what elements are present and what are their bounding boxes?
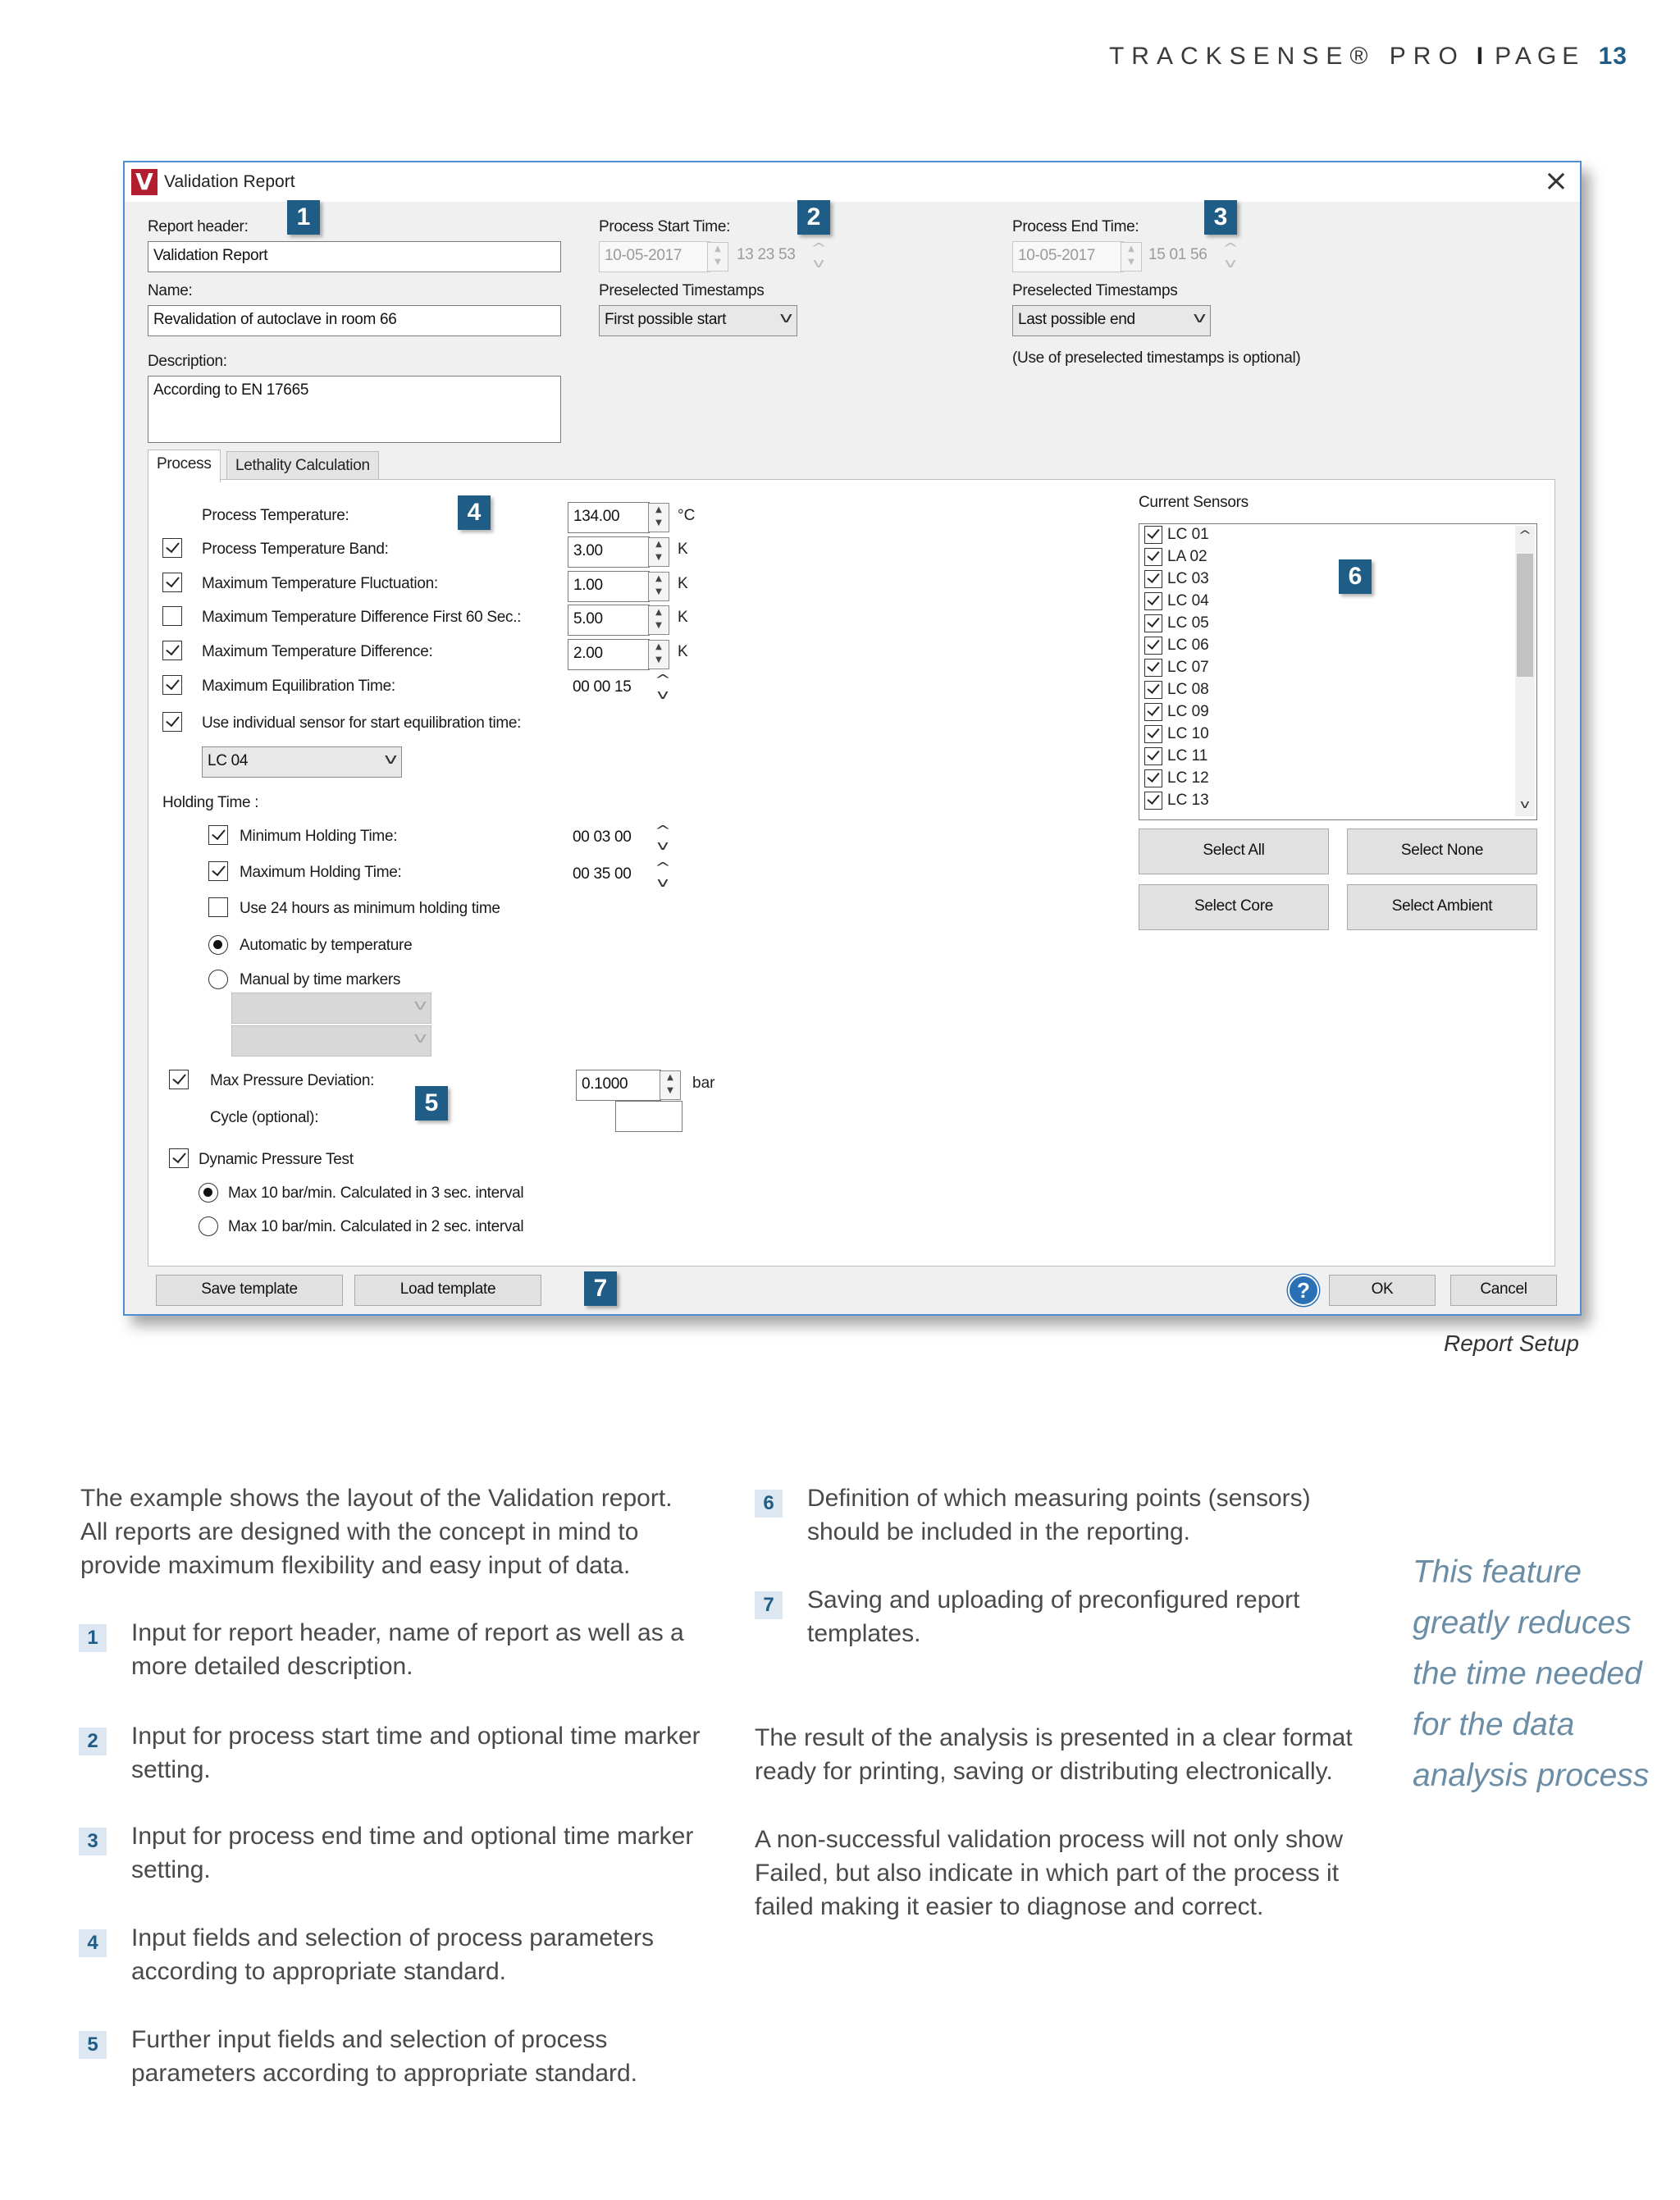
window-title: Validation Report: [164, 172, 295, 191]
select-ambient-button[interactable]: Select Ambient: [1347, 884, 1537, 930]
name-input[interactable]: Revalidation of autoclave in room 66: [148, 305, 561, 336]
list-item: Saving and uploading of preconfigured report templates.: [807, 1586, 1300, 1647]
min-holding-spinner-icon[interactable]: ^ v: [654, 823, 672, 853]
equilibration-label: Maximum Equilibration Time:: [202, 678, 395, 695]
start-time-input[interactable]: 13 23 53: [732, 241, 806, 272]
dynamic-pressure-label: Dynamic Pressure Test: [199, 1151, 354, 1168]
optional-note: (Use of preselected timestamps is optional): [1012, 349, 1301, 367]
page-header: [1109, 43, 1628, 71]
process-temperature-unit: °C: [678, 507, 696, 524]
preselected-end-label: Preselected Timestamps: [1012, 282, 1178, 299]
description-input[interactable]: According to EN 17665: [148, 376, 561, 443]
preselected-start-label: Preselected Timestamps: [599, 282, 765, 299]
sensor-item[interactable]: [1144, 792, 1209, 814]
badge-7: 7: [584, 1271, 617, 1306]
chevron-down-icon: v: [384, 751, 397, 768]
pressure-deviation-label: Max Pressure Deviation:: [210, 1072, 375, 1089]
report-header-label: Report header:: [148, 218, 249, 235]
end-time-spinner-icon[interactable]: ^ v: [1221, 240, 1239, 271]
checkbox-icon[interactable]: [1144, 570, 1162, 588]
equilibration-checkbox[interactable]: [162, 675, 182, 695]
badge-3: 3: [1204, 200, 1237, 235]
sensor-item[interactable]: [1144, 548, 1208, 570]
use-24h-label: Use 24 hours as minimum holding time: [240, 900, 500, 917]
temperature-band-checkbox[interactable]: [162, 538, 182, 558]
report-header-input[interactable]: Validation Report: [148, 241, 561, 272]
use-24h-checkbox[interactable]: [208, 897, 228, 917]
max-diff-checkbox[interactable]: [162, 641, 182, 660]
chevron-down-icon: v: [413, 997, 427, 1014]
cycle-label: Cycle (optional):: [210, 1109, 319, 1126]
end-time-input[interactable]: 15 01 56: [1144, 241, 1217, 272]
max-diff-60-spinner[interactable]: ▲ ▼: [648, 605, 669, 635]
list-item: Definition of which measuring points (sensors) should be included in the reporting.: [807, 1485, 1311, 1545]
manual-time-markers-radio[interactable]: [208, 970, 228, 989]
sensor-item[interactable]: [1144, 703, 1209, 725]
validation-report-dialog: [123, 161, 1582, 1316]
select-all-button[interactable]: Select All: [1139, 828, 1329, 874]
checkbox-icon[interactable]: [1144, 703, 1162, 721]
badge-2: 2: [797, 200, 830, 235]
list-item: Input fields and selection of process parameters according to appropriate standard.: [131, 1924, 655, 1985]
temperature-band-unit: K: [678, 541, 688, 558]
badge-1: 1: [287, 200, 320, 235]
preselected-end-select[interactable]: [1012, 305, 1211, 336]
save-template-button[interactable]: Save template: [156, 1275, 343, 1306]
badge-6: 6: [1339, 559, 1372, 594]
automatic-temperature-radio[interactable]: [208, 935, 228, 955]
individual-sensor-select[interactable]: [202, 746, 402, 778]
ok-button[interactable]: OK: [1329, 1275, 1436, 1306]
max-fluctuation-input[interactable]: 1.00: [568, 571, 650, 602]
chevron-down-icon: v: [1193, 309, 1206, 326]
max-holding-input[interactable]: 00 35 00: [568, 860, 650, 892]
sensor-name: LC 13: [1167, 792, 1209, 809]
list-item: Input for process start time and optional time marker setting.: [131, 1723, 701, 1783]
max-diff-spinner[interactable]: ▲ ▼: [648, 640, 669, 669]
individual-sensor-label: Use individual sensor for start equilibration time:: [202, 714, 522, 732]
brand-name: TRACKSENSE® PRO: [1108, 43, 1465, 70]
cycle-input[interactable]: [615, 1101, 682, 1132]
title-bar: [125, 162, 1580, 202]
tab-lethality-calculation[interactable]: Lethality Calculation: [226, 451, 379, 481]
max-diff-unit: K: [678, 643, 688, 660]
checkbox-icon[interactable]: [1144, 526, 1162, 544]
badge-5: 5: [415, 1086, 448, 1121]
holding-time-label: Holding Time :: [162, 794, 259, 811]
sensor-name: LC 04: [1167, 592, 1209, 609]
select-none-button[interactable]: Select None: [1347, 828, 1537, 874]
pull-quote: This feature greatly reduces the time needed for the data analysis process: [1413, 1554, 1650, 1793]
start-time-spinner-icon[interactable]: ^ v: [810, 240, 828, 271]
sensor-item[interactable]: [1144, 769, 1209, 792]
dynamic-3sec-label: Max 10 bar/min. Calculated in 3 sec. interval: [228, 1184, 524, 1202]
result-paragraph: The result of the analysis is presented in a clear format ready for printing, saving or distributing electronically.: [755, 1724, 1353, 1785]
page-label: PAGE: [1495, 43, 1585, 70]
chevron-down-icon: v: [779, 309, 792, 326]
sensor-scrollbar[interactable]: [1515, 526, 1535, 816]
list-item: Input for report header, name of report as well as a more detailed description.: [131, 1619, 684, 1680]
pressure-deviation-input[interactable]: 0.1000: [576, 1070, 661, 1101]
sensor-item[interactable]: [1144, 526, 1209, 548]
dynamic-2sec-label: Max 10 bar/min. Calculated in 2 sec. interval: [228, 1218, 524, 1235]
max-diff-60-unit: K: [678, 609, 688, 626]
sensor-list: [1139, 523, 1537, 820]
sensor-name: LC 05: [1167, 614, 1209, 632]
checkbox-icon[interactable]: [1144, 792, 1162, 810]
sensor-name: LA 02: [1167, 548, 1208, 565]
sensor-name: LC 01: [1167, 526, 1209, 543]
number-badge-5: 5: [79, 2031, 107, 2059]
close-icon[interactable]: ×: [1543, 164, 1568, 198]
end-time-label: Process End Time:: [1012, 218, 1139, 235]
checkbox-icon[interactable]: [1144, 548, 1162, 566]
chevron-down-icon[interactable]: v: [1520, 798, 1530, 811]
failure-paragraph: A non-successful validation process will not only show Failed, but also indicate in which part of the process it failed making it easier to diagnose and correct.: [755, 1826, 1344, 1920]
automatic-temperature-label: Automatic by temperature: [240, 937, 413, 954]
checkbox-icon[interactable]: [1144, 592, 1162, 610]
pressure-deviation-unit: bar: [692, 1075, 715, 1092]
checkbox-icon[interactable]: [1144, 725, 1162, 743]
process-temperature-spinner[interactable]: ▲ ▼: [648, 503, 669, 532]
sensor-name: LC 10: [1167, 725, 1209, 742]
header-separator: I: [1476, 43, 1484, 70]
min-holding-checkbox[interactable]: [208, 825, 228, 845]
temperature-band-input[interactable]: 3.00: [568, 536, 650, 568]
preselected-end-value: Last possible end: [1018, 311, 1135, 328]
pressure-deviation-spinner[interactable]: ▲ ▼: [660, 1070, 681, 1100]
sensor-item[interactable]: [1144, 637, 1209, 659]
badge-4: 4: [458, 495, 491, 530]
cancel-button[interactable]: Cancel: [1450, 1275, 1557, 1306]
equilibration-spinner-icon[interactable]: ^ v: [654, 672, 672, 702]
start-time-label: Process Start Time:: [599, 218, 731, 235]
min-holding-input[interactable]: 00 03 00: [568, 824, 650, 855]
sensor-item[interactable]: [1144, 570, 1209, 592]
dynamic-pressure-checkbox[interactable]: [169, 1148, 189, 1168]
max-diff-60-input[interactable]: 5.00: [568, 605, 650, 636]
intro-paragraph: The example shows the layout of the Validation report. All reports are designed with the concept in mind to provide maximum flexibility and easy input of data.: [80, 1485, 673, 1579]
start-marker-select[interactable]: [231, 993, 431, 1024]
individual-sensor-checkbox[interactable]: [162, 712, 182, 732]
max-holding-label: Maximum Holding Time:: [240, 864, 402, 881]
sensor-name: LC 07: [1167, 659, 1209, 676]
number-badge-7: 7: [755, 1591, 783, 1619]
figure-caption: Report Setup: [1444, 1330, 1579, 1356]
number-badge-4: 4: [79, 1929, 107, 1957]
sensor-name: LC 11: [1167, 747, 1208, 765]
max-holding-spinner-icon[interactable]: ^ v: [654, 860, 672, 890]
checkbox-icon[interactable]: [1144, 681, 1162, 699]
end-date-input[interactable]: 10-05-2017: [1012, 241, 1124, 272]
equilibration-input[interactable]: 00 00 15: [568, 673, 650, 705]
chevron-down-icon: v: [413, 1029, 427, 1047]
checkbox-icon[interactable]: [1144, 637, 1162, 655]
max-diff-input[interactable]: 2.00: [568, 639, 650, 670]
checkbox-icon[interactable]: [1144, 747, 1162, 765]
sensor-name: LC 06: [1167, 637, 1209, 654]
checkbox-icon[interactable]: [1144, 769, 1162, 787]
max-diff-60-checkbox[interactable]: [162, 606, 182, 626]
manual-time-markers-label: Manual by time markers: [240, 971, 401, 988]
process-temperature-input[interactable]: 134.00: [568, 502, 650, 533]
sensor-item[interactable]: [1144, 747, 1208, 769]
preselected-start-value: First possible start: [605, 311, 727, 328]
checkbox-icon[interactable]: [1144, 614, 1162, 632]
max-holding-checkbox[interactable]: [208, 861, 228, 881]
sensor-name: LC 09: [1167, 703, 1209, 720]
sensor-item[interactable]: [1144, 614, 1209, 637]
end-date-spinner[interactable]: ▲ ▼: [1121, 242, 1142, 272]
name-label: Name:: [148, 282, 193, 299]
scrollbar-thumb[interactable]: [1517, 554, 1533, 677]
sensor-name: LC 03: [1167, 570, 1209, 587]
end-marker-select[interactable]: [231, 1025, 431, 1057]
select-core-button[interactable]: Select Core: [1139, 884, 1329, 930]
max-fluctuation-label: Maximum Temperature Fluctuation:: [202, 575, 438, 592]
max-fluctuation-unit: K: [678, 575, 688, 592]
list-item: Further input fields and selection of process parameters according to appropriate standard.: [131, 2026, 638, 2087]
start-date-spinner[interactable]: ▲ ▼: [707, 242, 728, 272]
dynamic-3sec-radio[interactable]: [199, 1183, 218, 1203]
max-fluctuation-spinner[interactable]: ▲ ▼: [648, 572, 669, 601]
sensor-item[interactable]: [1144, 659, 1209, 681]
checkbox-icon[interactable]: [1144, 659, 1162, 677]
dynamic-2sec-radio[interactable]: [199, 1216, 218, 1236]
number-badge-6: 6: [755, 1490, 783, 1518]
number-badge-2: 2: [79, 1728, 107, 1755]
current-sensors-label: Current Sensors: [1139, 494, 1249, 511]
load-template-button[interactable]: Load template: [354, 1275, 541, 1306]
temperature-band-spinner[interactable]: ▲ ▼: [648, 537, 669, 567]
sensor-item[interactable]: [1144, 592, 1209, 614]
number-badge-3: 3: [79, 1828, 107, 1855]
max-fluctuation-checkbox[interactable]: [162, 573, 182, 592]
list-item: Input for process end time and optional time marker setting.: [131, 1823, 694, 1883]
sensor-name: LC 12: [1167, 769, 1209, 787]
preselected-start-select[interactable]: [599, 305, 797, 336]
help-icon[interactable]: ?: [1288, 1275, 1319, 1306]
process-temperature-label: Process Temperature:: [202, 507, 349, 524]
app-logo-icon: V: [131, 169, 158, 195]
min-holding-label: Minimum Holding Time:: [240, 828, 398, 845]
chevron-up-icon[interactable]: ^: [1518, 529, 1532, 542]
sensor-name: LC 08: [1167, 681, 1209, 698]
start-date-input[interactable]: 10-05-2017: [599, 241, 710, 272]
sensor-item[interactable]: [1144, 725, 1209, 747]
pressure-deviation-checkbox[interactable]: [169, 1070, 189, 1089]
tab-process[interactable]: Process: [148, 450, 221, 482]
temperature-band-label: Process Temperature Band:: [202, 541, 389, 558]
description-label: Description:: [148, 353, 227, 370]
page-number: 13: [1598, 43, 1628, 70]
max-diff-60-label: Maximum Temperature Difference First 60 Sec.:: [202, 609, 522, 626]
sensor-item[interactable]: [1144, 681, 1209, 703]
max-diff-label: Maximum Temperature Difference:: [202, 643, 433, 660]
number-badge-1: 1: [79, 1624, 107, 1652]
individual-sensor-value: LC 04: [208, 752, 249, 769]
